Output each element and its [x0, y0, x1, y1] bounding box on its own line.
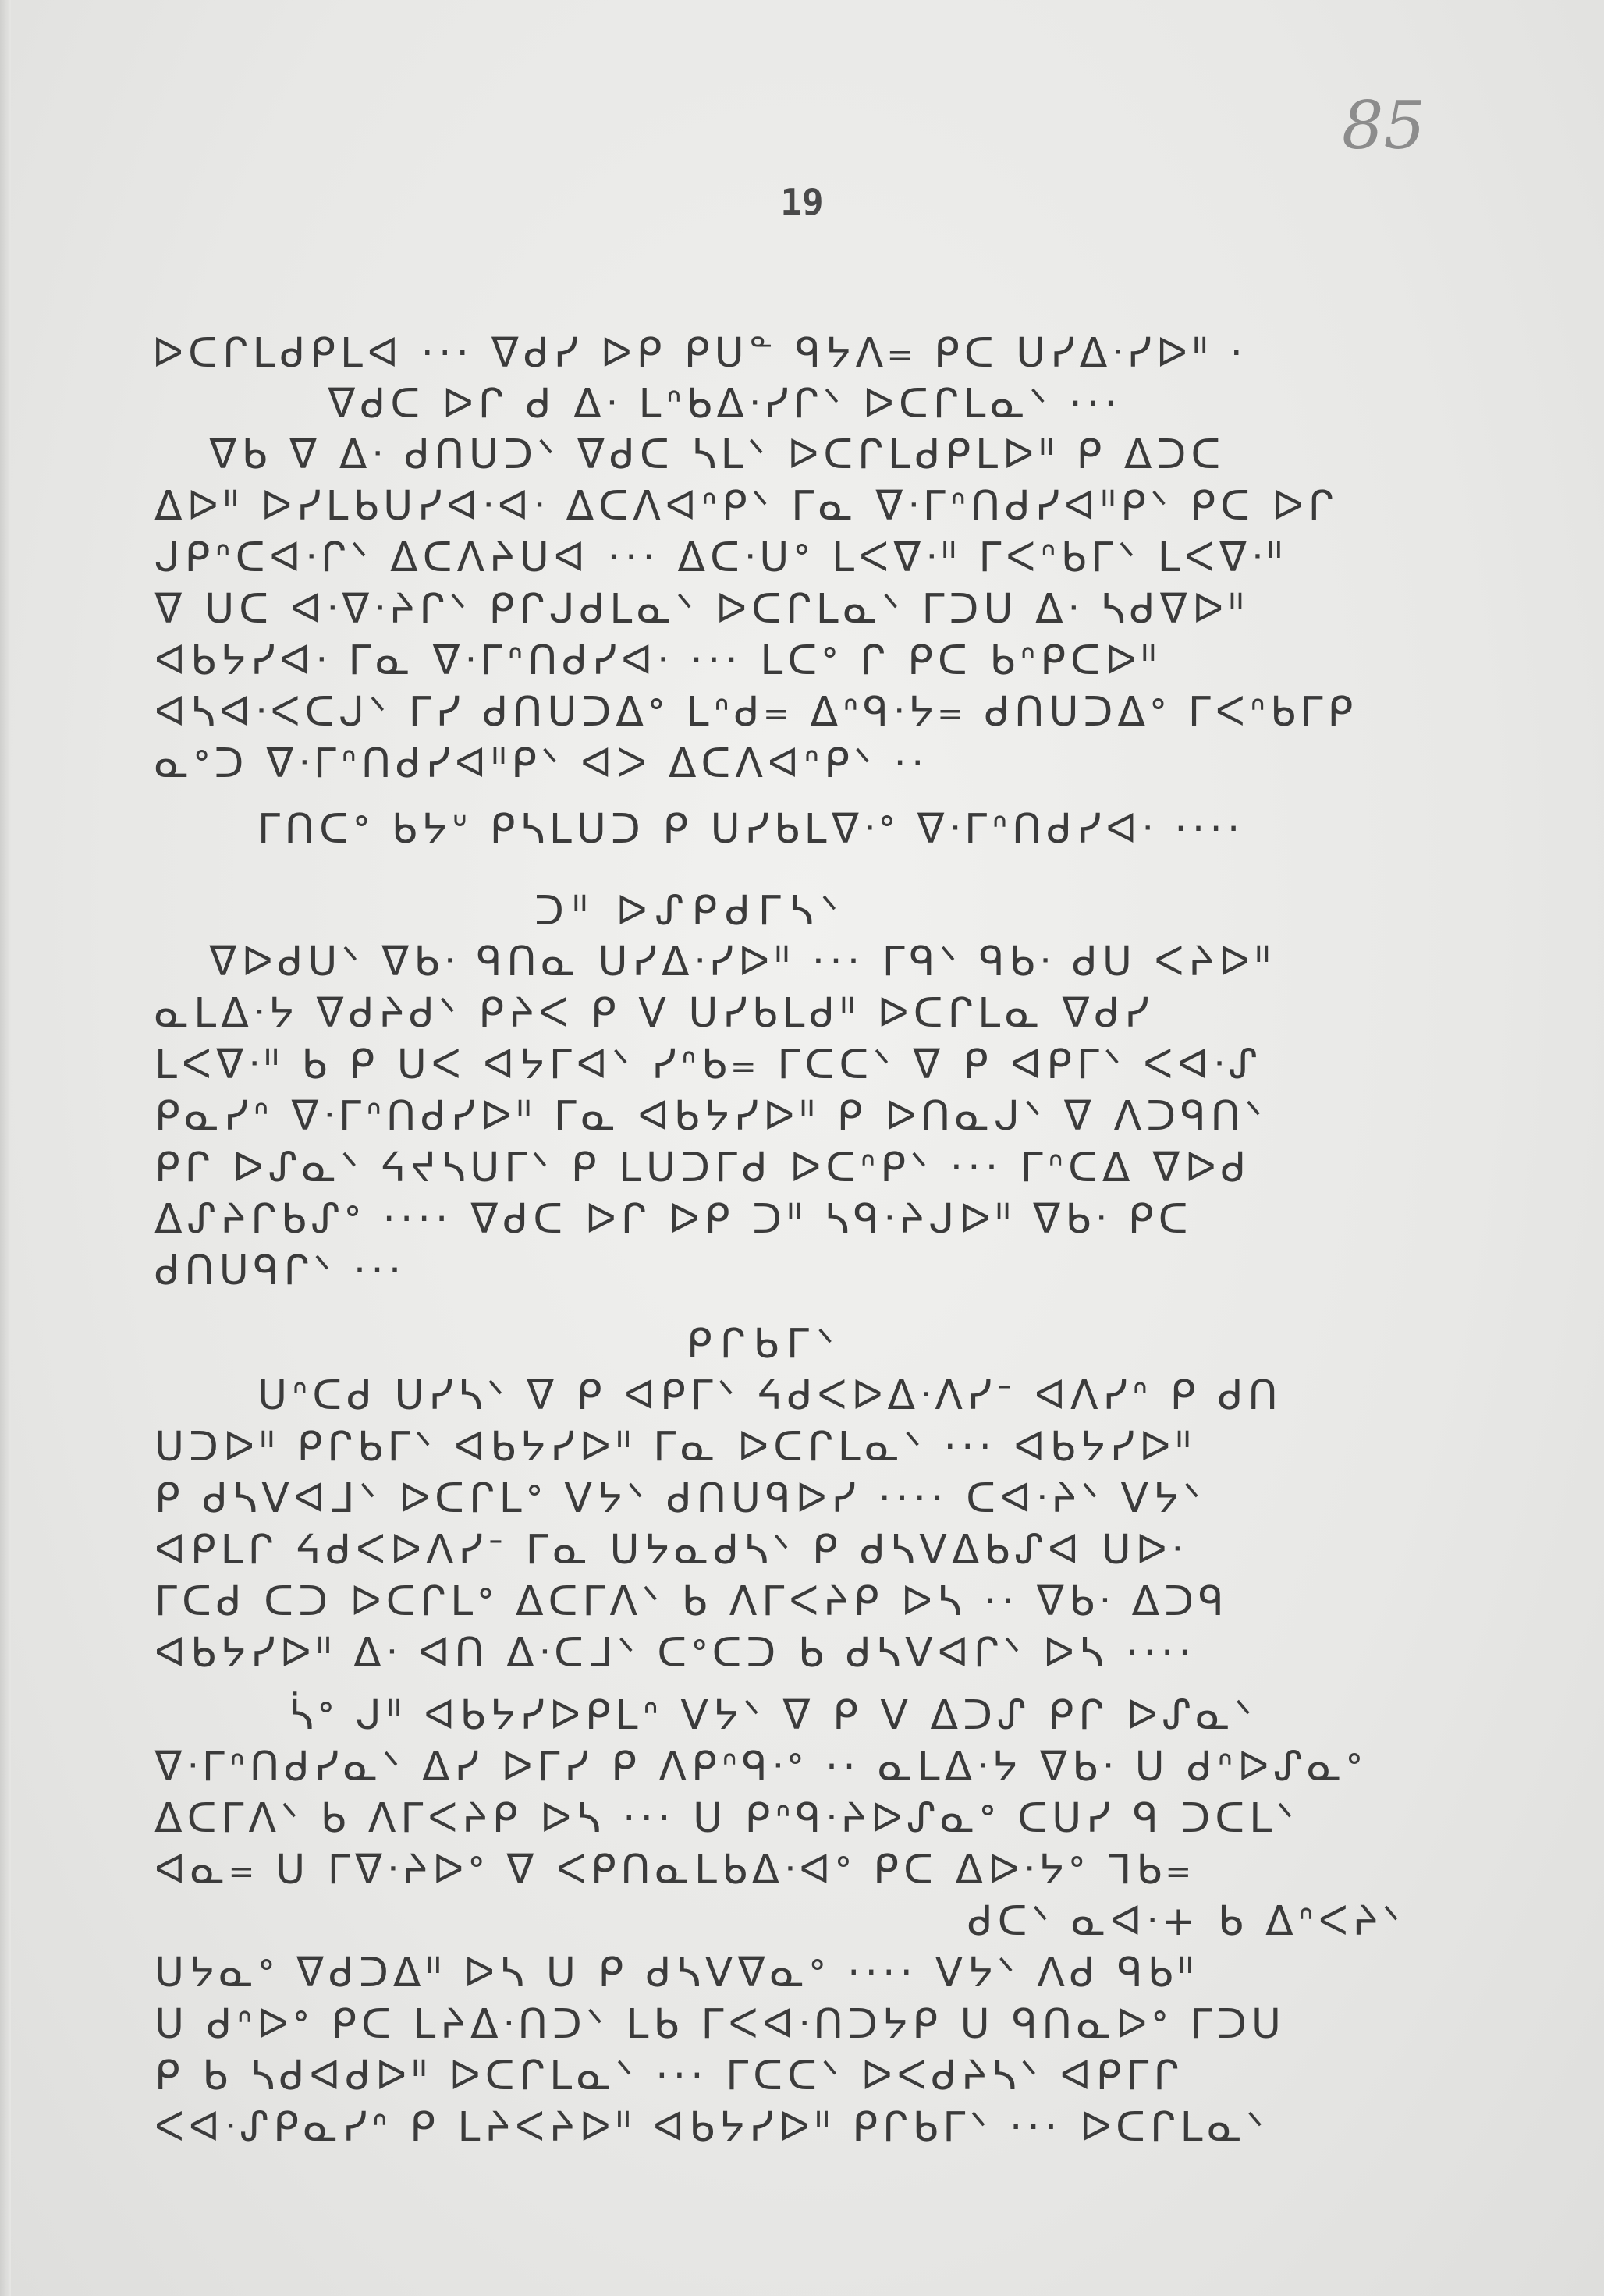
page-number: 19	[780, 181, 824, 223]
text-line: ᐅᑕᒋᒪᑯᑭᒪᐊ ··· ᐁᑯᓯ ᐅᑭ ᑭᑌᓐ ᑫᔭᐱ᐀ ᑭᑕ ᑌᓯᐃᐧᓯᐅᐦ ·	[152, 330, 1248, 377]
text-line: ᒍᑭᐢᑕᐊᐧᒋᐠ ᐃᑕᐱᔨᑌᐊ ··· ᐃᑕᐧᑌᐤ ᒪᐸᐁᐧᐦ ᒥᐸᐢᑲᒥᐠ ᒪᐸᐁᐧᐦ	[154, 534, 1287, 581]
text-line: ᐃᐅᐦ ᐅᓯᒪᑲᑌᓯᐊᐧᐊᐧ ᐃᑕᐱᐊᐢᑭᐠ ᒥᓇ ᐁᐧᒥᐢᑎᑯᓯᐊᐦᑭᐠ ᑭᑕ ᐅᒋ	[154, 483, 1339, 530]
text-line: ᐁᐧᒥᐢᑎᑯᓯᓇᐠ ᐃᓯ ᐅᒥᓯ ᑭ ᐱᑭᐢᑫᐧᐤ ·· ᓇᒪᐃᐧᔭ ᐁᑲᐧ ᑌ ᑯᐢᐅᔑᓇᐤ	[154, 1744, 1367, 1790]
section-heading: ᑭᒋᑲᒥᐠ	[687, 1321, 843, 1368]
page-left-edge	[0, 0, 11, 2296]
text-line: ᑭ ᑲ ᓴᑯᐊᑯᐅᐦ ᐅᑕᒋᒪᓇᐠ ··· ᒥᑕᑕᐠ ᐅᐸᑯᔨᓴᐠ ᐊᑭᒥᒋ	[154, 2053, 1184, 2099]
text-line: ᑌᔭᓇᐤ ᐁᑯᑐᐃᐦ ᐅᓴ ᑌ ᑭ ᑯᓴᐯᐁᓇᐤ ···· ᐯᔭᐠ ᐱᑯ ᑫᑲᐦ	[154, 1950, 1198, 1996]
text-line: ᑯᑕᐠ ᓇᐊᐧ+ ᑲ ᐃᐢᐸᔨᐠ	[967, 1898, 1405, 1945]
text-line: ᐃᑕᒥᐱᐠ ᑲ ᐱᒥᐸᔨᑭ ᐅᓴ ··· ᑌ ᑭᐢᑫᐧᔨᐅᔑᓇᐤ ᑕᑌᓯ ᑫ ᑐᑕᒪᐠ	[154, 1795, 1299, 1842]
text-line: ᐊᓴᐊᐧᐸᑕᒍᐠ ᒥᓯ ᑯᑎᑌᑐᐃᐤ ᒪᐢᑯ᐀ ᐃᐢᑫᐧᔭ᐀ ᑯᑎᑌᑐᐃᐤ ᒥᐸᐢᑲᒥᑭ	[154, 689, 1358, 736]
text-line: ᓇᐤᑐ ᐁᐧᒥᐢᑎᑯᓯᐊᐦᑭᐠ ᐊᐳ ᐃᑕᐱᐊᐢᑭᐠ ··	[154, 740, 929, 787]
text-line: ᐊᑲᔭᓯᐅᐦ ᐃᐧ ᐊᑎ ᐃᐧᑕᒧᐠ ᑕᐤᑕᑐ ᑲ ᑯᓴᐯᐊᒋᐠ ᐅᓴ ····	[154, 1630, 1196, 1677]
text-line: ᓇᒪᐃᐧᔭ ᐁᑯᔨᑯᐠ ᑭᔨᐸ ᑭ ᐯ ᑌᓯᑲᒪᑯᐦ ᐅᑕᒋᒪᓇ ᐁᑯᓯ	[154, 990, 1154, 1037]
text-line: ᒥᑕᑯ ᑕᑐ ᐅᑕᒋᒪᐤ ᐃᑕᒥᐱᐠ ᑲ ᐱᒥᐸᔨᑭ ᐅᓴ ·· ᐁᑲᐧ ᐃᑐᑫ	[154, 1578, 1229, 1625]
text-line: ᓵᐤ ᒍᐦ ᐊᑲᔭᓯᐅᑭᒪᐢ ᐯᔭᐠ ᐁ ᑭ ᐯ ᐃᑐᔑ ᑭᒋ ᐅᔑᓇᐠ	[289, 1692, 1257, 1739]
text-line: ᑭᓇᓯᐢ ᐁᐧᒥᐢᑎᑯᓯᐅᐦ ᒥᓇ ᐊᑲᔭᓯᐅᐦ ᑭ ᐅᑎᓇᒍᐠ ᐁ ᐱᑐᑫᑎᐠ	[154, 1093, 1267, 1140]
text-line: ᐃᔑᔨᒋᑲᔑᐤ ···· ᐁᑯᑕ ᐅᒋ ᐅᑭ ᑐᐦ ᓴᑫᐧᔨᒍᐅᐦ ᐁᑲᐧ ᑭᑕ	[154, 1196, 1193, 1243]
text-line: ᑯᑎᑌᑫᒋᐠ ···	[154, 1247, 406, 1294]
handwritten-page-annotation: 85	[1342, 87, 1425, 164]
text-line: ᐁᐅᑯᑌᐠ ᐁᑲᐧ ᑫᑎᓇ ᑌᓯᐃᐧᓯᐅᐦ ··· ᒥᑫᐠ ᑫᑲᐧ ᑯᑌ ᐸᔨᐅᐦ	[209, 939, 1275, 985]
text-line: ᐊᑭᒪᒋ ᔦᑯᐸᐅᐱᓯᐨ ᒥᓇ ᑌᔭᓇᑯᓴᐠ ᑭ ᑯᓴᐯᐃᑲᔑᐊ ᑌᐅᐧ	[154, 1527, 1187, 1574]
text-line: ᐁ ᑌᑕ ᐊᐧᐁᐧᔨᒋᐠ ᑭᒋᒍᑯᒪᓇᐠ ᐅᑕᒋᒪᓇᐠ ᒥᑐᑌ ᐃᐧ ᓴᑯᐁᐅᐦ	[154, 586, 1249, 633]
text-line: ᑌᑐᐅᐦ ᑭᒋᑲᒥᐠ ᐊᑲᔭᓯᐅᐦ ᒥᓇ ᐅᑕᒋᒪᓇᐠ ··· ᐊᑲᔭᓯᐅᐦ	[154, 1424, 1196, 1471]
text-line: ᑌᐢᑕᑯ ᑌᓯᓴᐠ ᐁ ᑭ ᐊᑭᒥᐠ ᔦᑯᐸᐅᐃᐧᐱᓯᐨ ᐊᐱᓯᐢ ᑭ ᑯᑎ	[257, 1372, 1283, 1419]
text-line: ᒥᑎᑕᐤ ᑲᔭᐡ ᑭᓴᒪᑌᑐ ᑭ ᑌᓯᑲᒪᐁᐧᐤ ᐁᐧᒥᐢᑎᑯᓯᐊᐧ ····	[257, 806, 1245, 853]
text-line: ᑌ ᑯᐢᐅᐤ ᑭᑕ ᒪᔨᐃᐧᑎᑐᐠ ᒪᑲ ᒥᐸᐊᐧᑎᑐᔭᑭ ᑌ ᑫᑎᓇᐅᐤ ᒥᑐᑌ	[154, 2001, 1286, 2048]
text-line: ᑭᒋ ᐅᔑᓇᐠ ᔦᔪᓴᑌᒥᐠ ᑭ ᒪᑌᑐᒥᑯ ᐅᑕᐢᑭᐠ ··· ᒥᐢᑕᐃ ᐁᐅᑯ	[154, 1144, 1251, 1191]
text-line: ᑭ ᑯᓴᐯᐊᒧᐠ ᐅᑕᒋᒪᐤ ᐯᔭᐠ ᑯᑎᑌᑫᐅᓯ ···· ᑕᐊᐧᔨᐠ ᐯᔭᐠ	[154, 1475, 1205, 1522]
text-line: ᒪᐸᐁᐧᐦ ᑲ ᑭ ᑌᐸ ᐊᔭᒥᐊᐠ ᓯᐢᑲ᐀ ᒥᑕᑕᐠ ᐁ ᑭ ᐊᑭᒥᐠ ᐸᐊᐧᔑ	[154, 1042, 1262, 1088]
text-line: ᐊᑲᔭᓯᐊᐧ ᒥᓇ ᐁᐧᒥᐢᑎᑯᓯᐊᐧ ··· ᒪᑕᐤ ᒋ ᑭᑕ ᑲᐢᑭᑕᐅᐦ	[154, 637, 1161, 684]
text-line: ᐸᐊᐧᔑᑭᓇᓯᐢ ᑭ ᒪᔨᐸᔨᐅᐦ ᐊᑲᔭᓯᐅᐦ ᑭᒋᑲᒥᐠ ··· ᐅᑕᒋᒪᓇᐠ	[154, 2104, 1269, 2151]
text-line: ᐊᓇ᐀ ᑌ ᒥᐁᐧᔨᐅᐤ ᐁ ᐸᑭᑎᓇᒪᑲᐃᐧᐊᐤ ᑭᑕ ᐃᐅᐧᔭᐤ ᒣᑲ᐀	[154, 1847, 1195, 1893]
text-line: ᐁᑯᑕ ᐅᒋ ᑯ ᐃᐧ ᒪᐢᑲᐃᐧᓯᒋᐠ ᐅᑕᒋᒪᓇᐠ ···	[328, 381, 1122, 428]
text-line: ᐁᑲ ᐁ ᐃᐧ ᑯᑎᑌᑐᐠ ᐁᑯᑕ ᓴᒪᐠ ᐅᑕᒋᒪᑯᑭᒪᐅᐦ ᑭ ᐃᑐᑕ	[209, 431, 1226, 478]
section-heading: ᑐᐦ ᐅᔑᑭᑯᒥᓴᐠ	[534, 888, 846, 935]
